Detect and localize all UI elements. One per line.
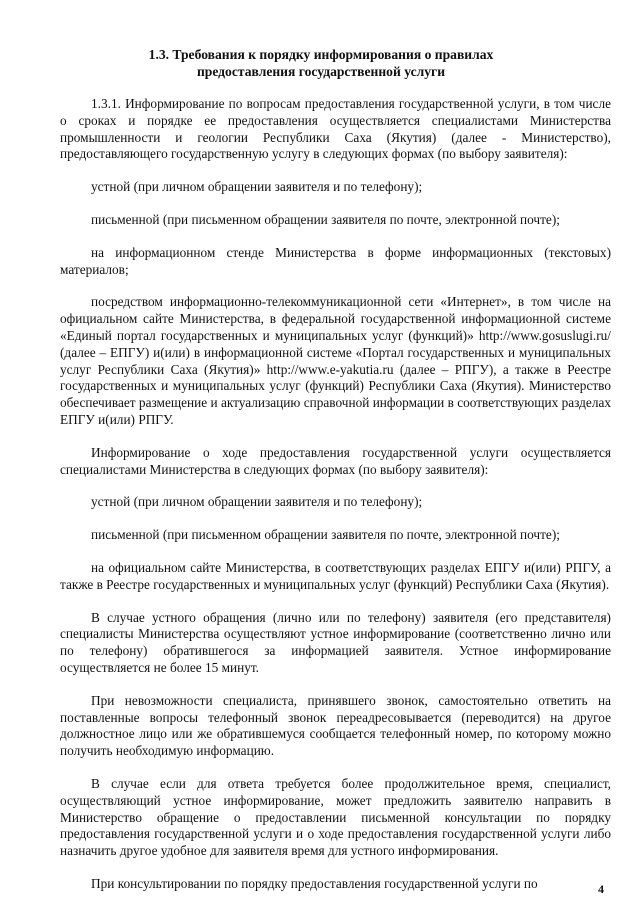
paragraph: 1.3.1. Информирование по вопросам предоставления государственной услуги, в том числе о сроках и порядке ее предоставления осуществляется специалистами Министерства промышленности и геологии Республики Саха (Якутия) (далее - Министерство), предоставляющего государственную услугу в следующих формах (по выбору заявителя): <box>60 96 611 162</box>
paragraph: В случае если для ответа требуется более продолжительное время, специалист, осуществляющий устное информирование, может предложить заявителю направить в Министерство обращение о предоставлении письменной консультации по порядку предоставления государственной услуги и о ходе предоставления государственной услуги либо назначить другое удобное для заявителя время для устного информирования. <box>60 775 611 859</box>
paragraph: устной (при личном обращении заявителя и по телефону); <box>91 494 423 510</box>
paragraph: устной (при личном обращении заявителя и по телефону); <box>91 179 423 195</box>
section-heading-line-2: предоставления государственной услуги <box>196 64 446 79</box>
paragraph: на информационном стенде Министерства в форме информационных (текстовых) материалов; <box>60 244 611 277</box>
paragraph: При консультировании по порядку предоставления государственной услуги по <box>91 875 538 891</box>
paragraph: В случае устного обращения (лично или по телефону) заявителя (его представителя) специалисты Министерства осуществляют устное информирование (соответственно лично или по телефону) обратившегося за информацией заявителя. Устное информирование осуществляется не более 15 минут. <box>60 609 611 675</box>
paragraph: на официальном сайте Министерства, в соответствующих разделах ЕПГУ и(или) РПГУ, а также в Реестре государственных и муниципальных услуг (функций) Республики Саха (Якутия). <box>60 559 611 592</box>
paragraph: При невозможности специалиста, принявшего звонок, самостоятельно ответить на поставленные вопросы телефонный звонок переадресовывается (переводится) на другое должностное лицо или же обратившемуся сообщается телефонный номер, по которому можно получить необходимую информацию. <box>60 692 611 759</box>
paragraph: письменной (при письменном обращении заявителя по почте, электронной почте); <box>91 527 560 543</box>
paragraph: письменной (при письменном обращении заявителя по почте, электронной почте); <box>91 211 560 227</box>
paragraph: Информирование о ходе предоставления государственной услуги осуществляется специалистами Министерства в следующих формах (по выбору заявителя): <box>60 444 611 477</box>
section-heading <box>60 46 582 80</box>
section-heading-line-1: 1.3. Требования к порядку информирования о правилах <box>148 47 494 62</box>
paragraph: посредством информационно-телекоммуникационной сети «Интернет», в том числе на официальном сайте Министерства, в федеральной государственной информационной системе «Единый портал государственных и муниципальных услуг (функций)» http://www.gosuslugi.ru/ (далее – ЕПГУ) и(или) в информационной системе «Портал государственных и муниципальных услуг Республики Саха (Якутия)» http://www.e-yakutia.ru (далее – РПГУ), а также в Реестре государственных и муниципальных услуг (функций) Республики Саха (Якутия). Министерство обеспечивает размещение и актуализацию справочной информации в соответствующих разделах ЕПГУ и(или) РПГУ. <box>60 294 611 427</box>
page-number: 4 <box>598 882 604 896</box>
body-text <box>60 96 611 909</box>
